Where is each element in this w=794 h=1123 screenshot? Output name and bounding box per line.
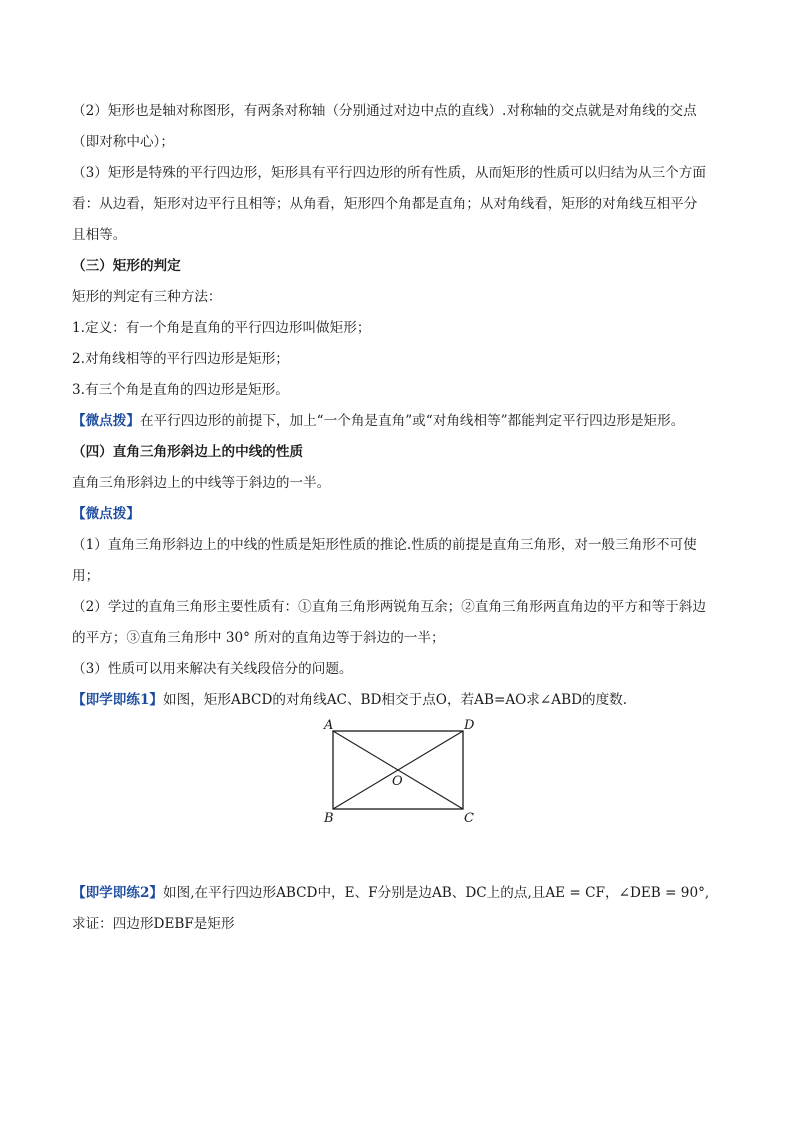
paragraph-3-line-2: 看：从边看，矩形对边平行且相等；从角看，矩形四个角都是直角；从对角线看，矩形的对角线互相平分 xyxy=(72,196,698,212)
vertex-label-d: D xyxy=(464,718,475,733)
paragraph-3-line-1: （3）矩形是特殊的平行四边形，矩形具有平行四边形的所有性质，从而矩形的性质可以归结为从三个方面 xyxy=(72,165,706,181)
exercise-1 xyxy=(72,685,732,716)
note-1-line-2: 用； xyxy=(72,568,100,584)
vertex-label-c: C xyxy=(464,811,474,826)
vertex-label-b: B xyxy=(324,811,334,826)
criteria-intro: 矩形的判定有三种方法： xyxy=(72,289,222,305)
rectangle-figure xyxy=(72,716,732,850)
exercise-1-label: 【即学即练1】 xyxy=(72,692,164,708)
exercise-2-label: 【即学即练2】 xyxy=(72,885,164,901)
criterion-3: 3.有三个角是直角的四边形是矩形。 xyxy=(72,382,289,398)
note-2-line-1: （2）学过的直角三角形主要性质有：①直角三角形两锐角互余；②直角三角形两直角边的平方和等于斜边 xyxy=(72,599,706,615)
exercise-1-text: 如图，矩形ABCD的对角线AC、BD相交于点O，若AB=AO求∠ABD的度数. xyxy=(163,692,628,708)
note-2-line-2: 的平方；③直角三角形中 30° 所对的直角边等于斜边的一半； xyxy=(72,630,445,646)
note-1-line-1: （1）直角三角形斜边上的中线的性质是矩形性质的推论.性质的前提是直角三角形，对一般三角形不可使 xyxy=(72,537,697,553)
vertex-label-a: A xyxy=(324,718,334,733)
paragraph-2-line-2: （即对称中心）； xyxy=(72,134,174,150)
rectangle-diagram xyxy=(323,718,475,826)
criterion-2: 2.对角线相等的平行四边形是矩形； xyxy=(72,351,289,367)
document-page xyxy=(72,96,732,940)
section-heading-4: （四）直角三角形斜边上的中线的性质 xyxy=(72,444,304,460)
section-heading-3: （三）矩形的判定 xyxy=(72,258,181,274)
tip-text: 在平行四边形的前提下，加上“一个角是直角”或“对角线相等”都能判定平行四边形是矩形。 xyxy=(139,413,685,429)
exercise-2-line-1 xyxy=(72,878,732,909)
note-3: （3）性质可以用来解决有关线段倍分的问题。 xyxy=(72,661,353,677)
paragraph-2-line-1: （2）矩形也是轴对称图形，有两条对称轴（分别通过对边中点的直线）.对称轴的交点就是对角线的交点 xyxy=(72,103,697,119)
tip-label-2: 【微点拨】 xyxy=(72,506,140,522)
property-statement: 直角三角形斜边上的中线等于斜边的一半。 xyxy=(72,475,331,491)
center-label-o: O xyxy=(392,774,403,789)
tip-line xyxy=(72,406,732,437)
exercise-2-line-2: 求证：四边形DEBF是矩形 xyxy=(72,916,235,932)
criterion-1: 1.定义：有一个角是直角的平行四边形叫做矩形； xyxy=(72,320,371,336)
paragraph-3-line-3: 且相等。 xyxy=(72,227,127,243)
tip-label: 【微点拨】 xyxy=(72,413,140,429)
exercise-2-text: 如图,在平行四边形ABCD中，E、F分别是边AB、DC上的点,且AE = CF，∠DEB = 90°, xyxy=(163,885,710,901)
